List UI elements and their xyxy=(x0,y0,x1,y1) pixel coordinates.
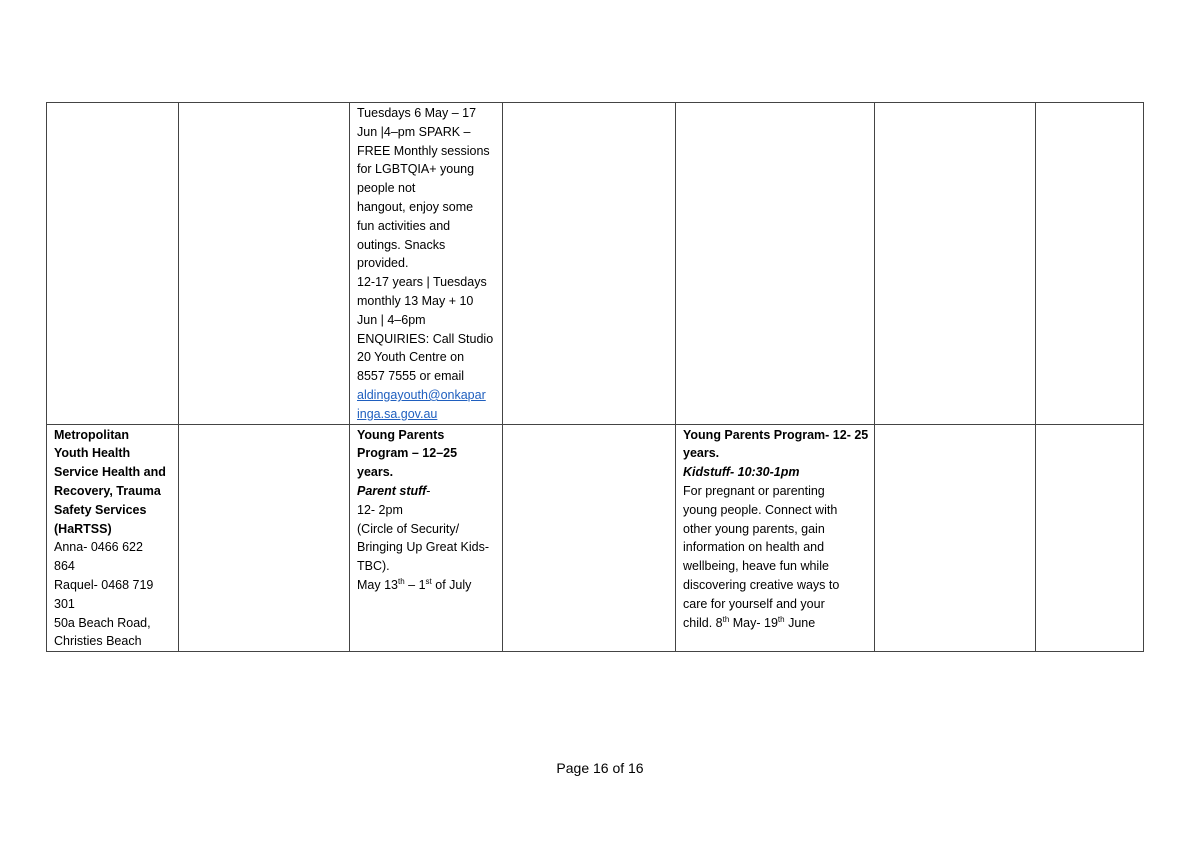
cell-text: outings. Snacks xyxy=(357,237,446,252)
schedule-table xyxy=(46,102,1144,652)
date-text: May 13 xyxy=(357,577,398,592)
date-text: of July xyxy=(431,577,472,592)
date-text: – 1 xyxy=(404,577,426,592)
page-number: Page 16 of 16 xyxy=(556,760,644,776)
org-name: Service Health and xyxy=(54,465,166,480)
org-name: Metropolitan xyxy=(54,427,129,442)
email-link[interactable]: inga.sa.gov.au xyxy=(357,406,438,421)
org-name: Safety Services xyxy=(54,502,147,517)
table-cell xyxy=(1036,424,1144,652)
ordinal-suffix: th xyxy=(722,614,730,624)
cell-text: 20 Youth Centre on xyxy=(357,350,465,365)
table-row xyxy=(47,424,1144,652)
cell-text: fun activities and xyxy=(357,218,451,233)
table-cell xyxy=(47,103,179,425)
table-cell xyxy=(1036,103,1144,425)
cell-text: TBC). xyxy=(357,559,390,574)
table-cell xyxy=(676,103,875,425)
cell-text: (Circle of Security/ xyxy=(357,521,460,536)
contact-text: Anna- 0466 622 xyxy=(54,540,143,555)
session-dash: - xyxy=(426,483,431,498)
cell-text: Tuesdays 6 May – 17 xyxy=(357,106,477,120)
cell-text: care for yourself and your xyxy=(683,596,825,611)
cell-text: FREE Monthly sessions xyxy=(357,143,490,158)
spark-event-cell xyxy=(350,103,503,425)
date-text: May- 19 xyxy=(729,615,778,630)
email-link[interactable]: aldingayouth@onkapar xyxy=(357,387,486,402)
cell-text: 12-17 years | Tuesdays xyxy=(357,275,487,290)
table-cell xyxy=(179,424,350,652)
cell-text: Jun |4–pm SPARK – xyxy=(357,124,471,139)
session-name: Parent stuff xyxy=(357,483,427,498)
cell-text: wellbeing, heave fun while xyxy=(683,559,829,574)
table-cell xyxy=(503,424,676,652)
program-title: years. xyxy=(683,446,720,461)
program-title: Young Parents xyxy=(357,427,445,442)
table-cell xyxy=(875,103,1036,425)
session-name: Kidstuff- 10:30-1pm xyxy=(683,465,800,480)
session-name-line xyxy=(357,482,495,501)
ordinal-suffix: st xyxy=(425,576,432,586)
cell-text: hangout, enjoy some xyxy=(357,199,474,214)
cell-text: other young parents, gain xyxy=(683,521,825,536)
contact-text: 50a Beach Road, xyxy=(54,615,151,630)
kidstuff-program-cell xyxy=(676,424,875,652)
ordinal-suffix: th xyxy=(398,576,405,586)
contact-text: Christies Beach xyxy=(54,634,142,649)
cell-text: for LGBTQIA+ young xyxy=(357,162,475,177)
cell-text: provided. xyxy=(357,256,409,271)
table-row xyxy=(47,103,1144,425)
cell-text: 12- 2pm xyxy=(357,502,403,517)
young-parents-program-cell xyxy=(350,424,503,652)
cell-text: young people. Connect with xyxy=(683,502,838,517)
program-title: Young Parents Program- 12- 25 xyxy=(683,427,869,442)
program-title: Program – 12–25 xyxy=(357,446,458,461)
cell-text: For pregnant or parenting xyxy=(683,483,825,498)
cell-text: information on health and xyxy=(683,540,825,555)
table-cell xyxy=(179,103,350,425)
ordinal-suffix: th xyxy=(777,614,785,624)
table-cell xyxy=(875,424,1036,652)
cell-text: Bringing Up Great Kids- xyxy=(357,540,490,555)
date-range xyxy=(683,614,867,633)
contact-text: 864 xyxy=(54,559,75,574)
program-title: years. xyxy=(357,465,394,480)
contact-text: Raquel- 0468 719 xyxy=(54,577,154,592)
cell-text: 8557 7555 or email xyxy=(357,369,465,384)
table-cell xyxy=(503,103,676,425)
cell-text: discovering creative ways to xyxy=(683,577,840,592)
date-range xyxy=(357,576,495,595)
cell-text: Jun | 4–6pm xyxy=(357,312,426,327)
cell-text: people not xyxy=(357,181,416,196)
contact-text: 301 xyxy=(54,596,75,611)
org-name: Youth Health xyxy=(54,446,131,461)
organisation-cell xyxy=(47,424,179,652)
org-name: (HaRTSS) xyxy=(54,521,112,536)
org-name: Recovery, Trauma xyxy=(54,483,161,498)
cell-text: ENQUIRIES: Call Studio xyxy=(357,331,494,346)
date-text: child. 8 xyxy=(683,615,723,630)
cell-text: monthly 13 May + 10 xyxy=(357,293,474,308)
date-text: June xyxy=(784,615,816,630)
